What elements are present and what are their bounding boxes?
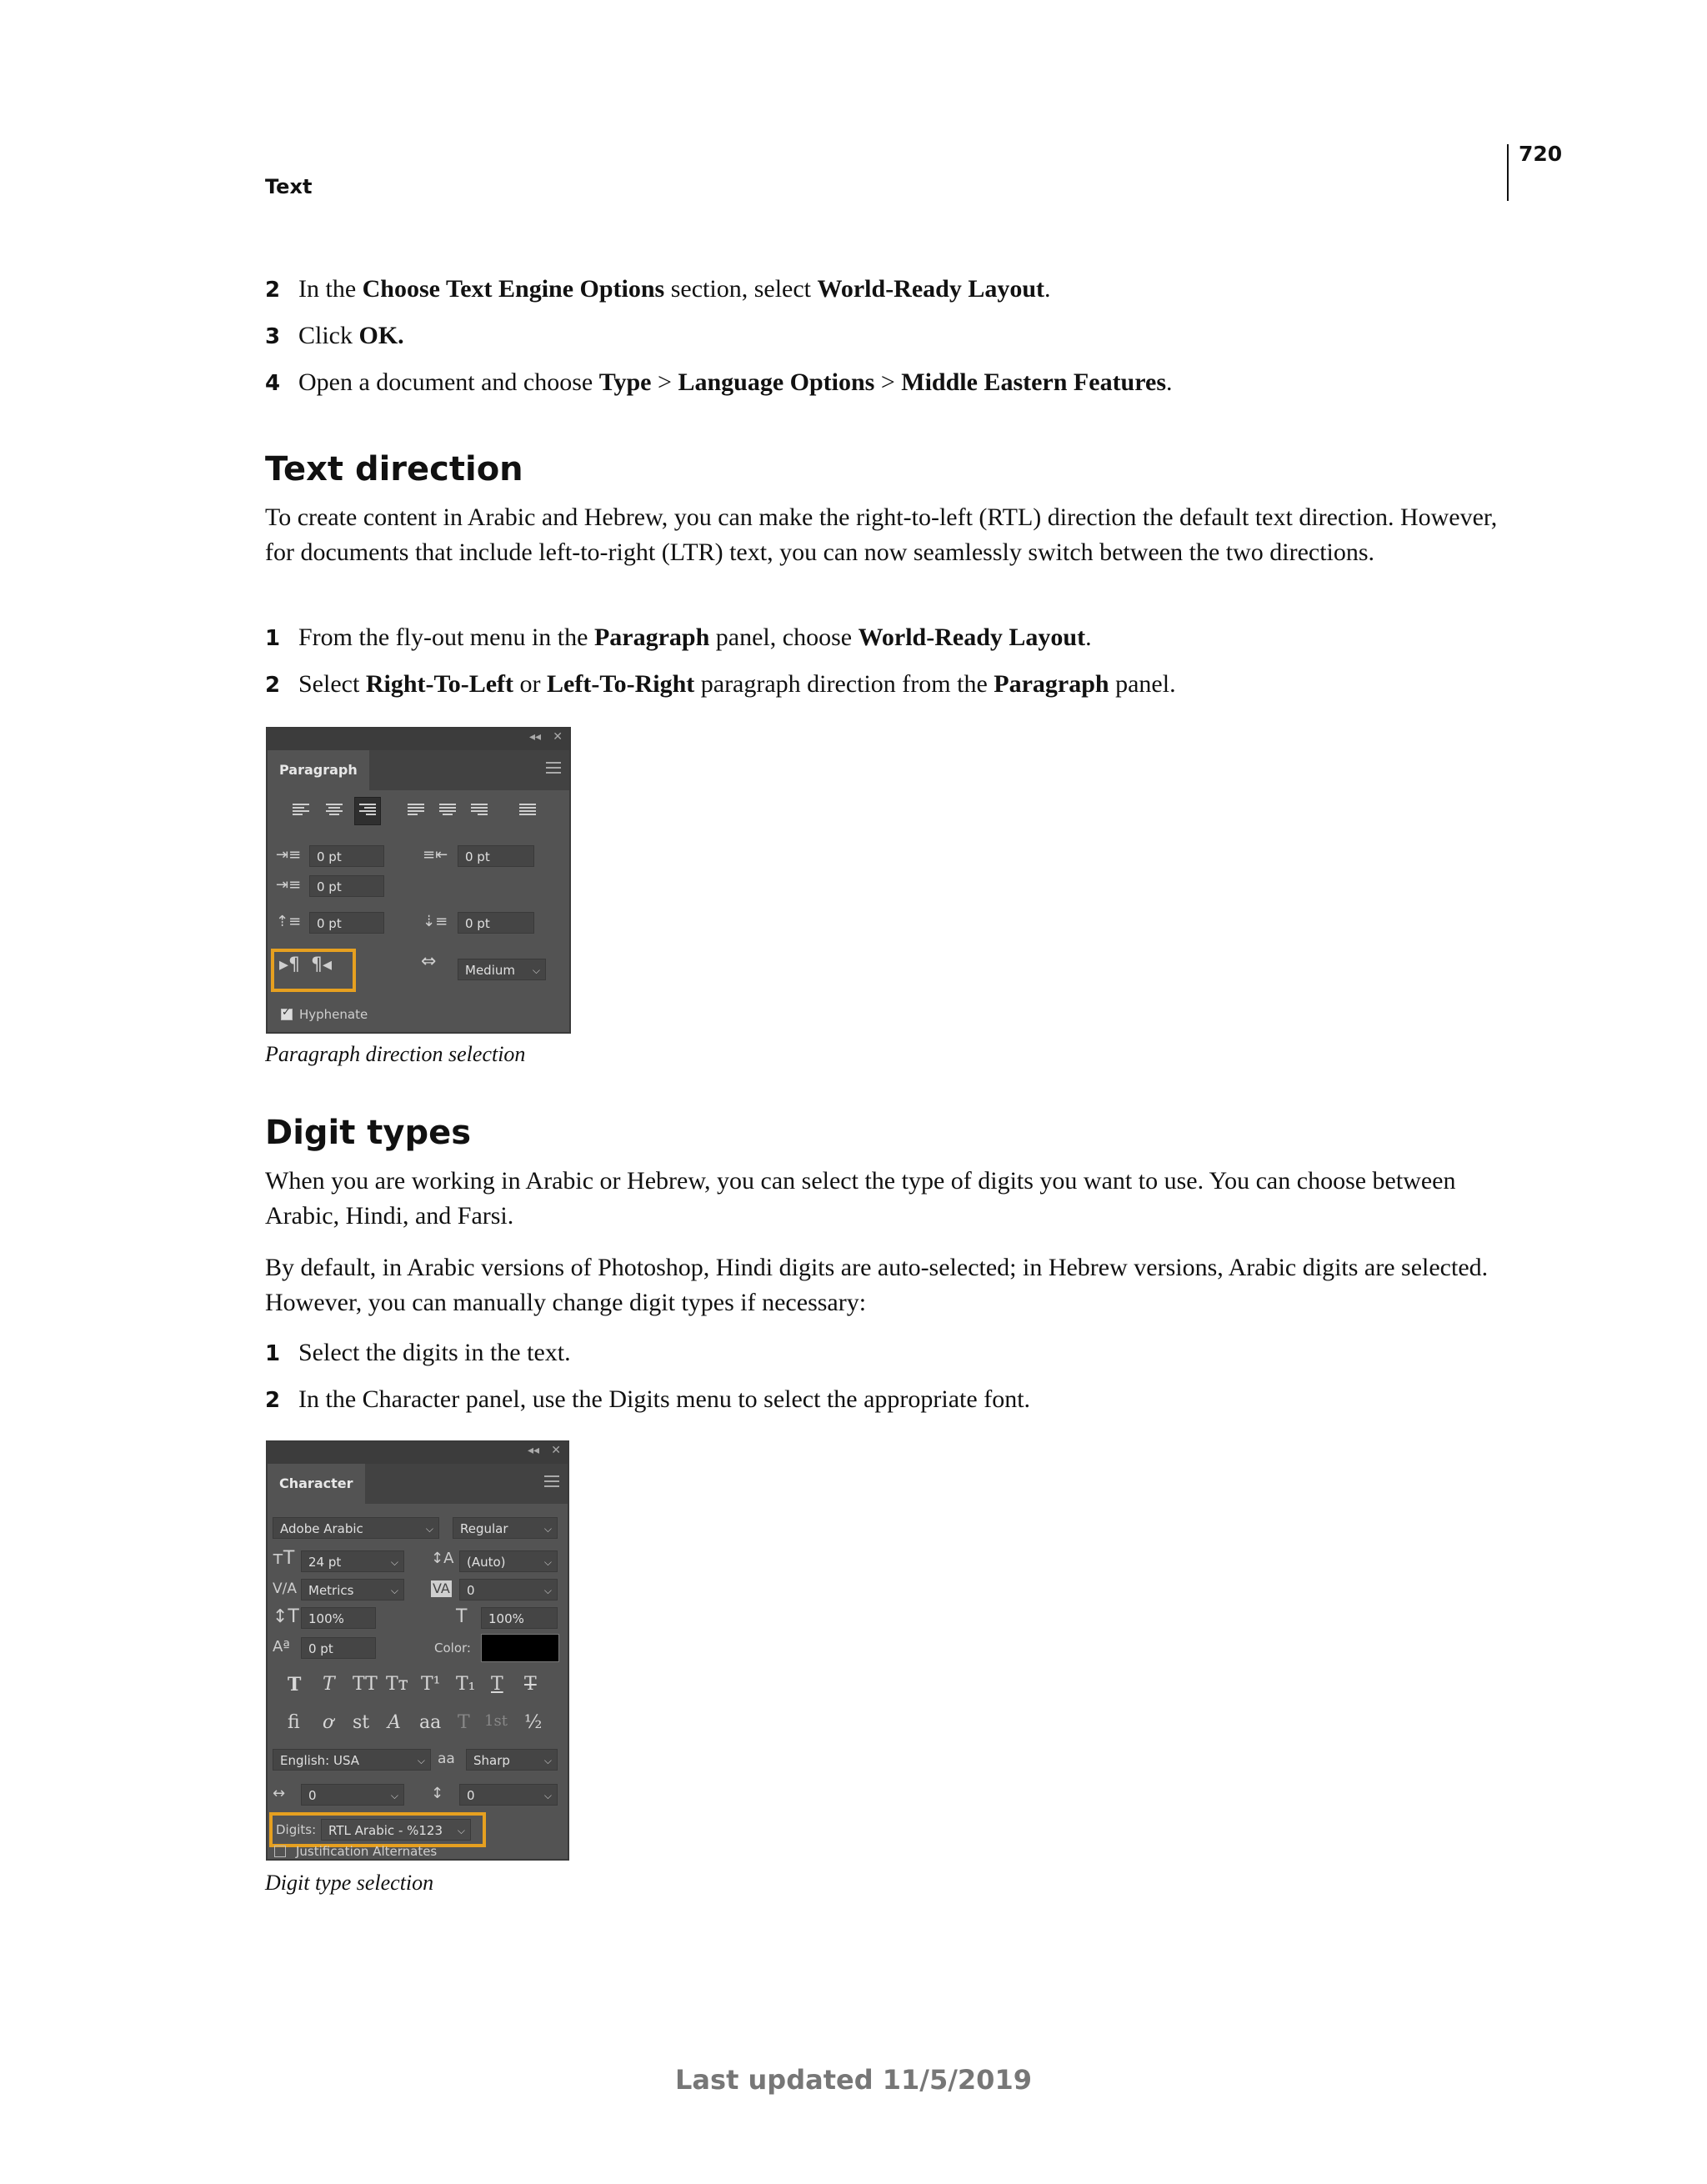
antialias-icon: aa <box>438 1751 455 1767</box>
digits-label: Digits: <box>276 1822 317 1837</box>
kashida-icon: ⇔ <box>421 951 437 972</box>
language-dropdown[interactable]: English: USA ⌵ <box>273 1749 431 1771</box>
page-number: 720 <box>1519 142 1563 166</box>
align-center-icon[interactable] <box>326 804 343 819</box>
faux-italic-icon[interactable]: T <box>323 1674 335 1695</box>
first-line-indent-field[interactable]: 0 pt <box>309 875 384 897</box>
underline-icon[interactable]: T <box>491 1674 503 1695</box>
kashida-dropdown[interactable]: Medium ⌵ <box>458 959 546 980</box>
space-after-field[interactable]: 0 pt <box>458 912 534 934</box>
subscript-icon[interactable]: T₁ <box>456 1674 476 1695</box>
indent-left-field[interactable]: 0 pt <box>309 845 384 867</box>
indent-right-icon: ≡⇤ <box>423 846 448 864</box>
align-left-icon[interactable] <box>293 804 309 819</box>
close-icon[interactable]: ✕ <box>551 1444 561 1457</box>
running-head: Text <box>265 175 313 198</box>
swash-icon[interactable]: A <box>388 1712 401 1733</box>
faux-bold-icon[interactable]: T <box>288 1674 302 1696</box>
vertical-scale-field[interactable]: 100% <box>301 1607 376 1629</box>
tab-character[interactable]: Character <box>268 1464 365 1504</box>
heading-digit-types: Digit types <box>265 1114 472 1152</box>
discretionary-ligatures-icon[interactable]: st <box>353 1712 370 1733</box>
diacritic-x-icon: ↔ <box>273 1785 286 1802</box>
caption-digits: Digit type selection <box>265 1871 434 1895</box>
old-style-icon[interactable]: ơ <box>323 1712 334 1733</box>
strikethrough-icon[interactable]: T <box>524 1674 537 1695</box>
font-size-dropdown[interactable]: 24 pt ⌵ <box>301 1550 404 1572</box>
baseline-shift-icon: Aª <box>273 1638 290 1656</box>
leading-icon: ↕A <box>431 1550 454 1567</box>
justify-last-center-icon[interactable] <box>439 804 456 819</box>
diacritic-y-dropdown[interactable]: 0 ⌵ <box>459 1784 558 1806</box>
diacritic-x-dropdown[interactable]: 0 ⌵ <box>301 1784 404 1806</box>
ordinals-icon[interactable]: 1st <box>484 1712 508 1730</box>
space-before-field[interactable]: 0 pt <box>309 912 384 934</box>
chevron-down-icon: ⌵ <box>532 964 540 976</box>
baseline-shift-field[interactable]: 0 pt <box>301 1637 376 1659</box>
text-direction-body: To create content in Arabic and Hebrew, you can make the right-to-left (RTL) direction the default text direction. However, for documents that include left-to-right (LTR) text, you can now seamlessly switch between the two directions. <box>265 503 1498 566</box>
horizontal-scale-field[interactable]: 100% <box>481 1607 558 1629</box>
paragraph-panel <box>266 727 571 1034</box>
panel-menu-icon[interactable] <box>546 762 561 777</box>
tracking-dropdown[interactable]: 0 ⌵ <box>459 1579 558 1600</box>
justify-last-right-icon[interactable] <box>471 804 488 819</box>
justify-all-icon[interactable] <box>519 804 536 819</box>
collapse-icon[interactable]: ◂◂ <box>527 1444 539 1457</box>
digits-highlight <box>269 1812 486 1847</box>
indent-right-field[interactable]: 0 pt <box>458 845 534 867</box>
kerning-icon: V/A <box>273 1580 297 1597</box>
digit-types-body-1: When you are working in Arabic or Hebrew, you can select the type of digits you want to use. You can choose between Arabic, Hindi, and Farsi. <box>265 1167 1456 1230</box>
panel-menu-icon[interactable] <box>544 1475 559 1490</box>
fractions-icon[interactable]: ½ <box>524 1712 543 1733</box>
tab-paragraph[interactable]: Paragraph <box>268 750 369 790</box>
justify-last-left-icon[interactable] <box>408 804 424 819</box>
superscript-icon[interactable]: T¹ <box>421 1674 441 1695</box>
space-before-icon: ⇡≡ <box>276 913 302 930</box>
header-rule <box>1507 144 1509 201</box>
diacritic-y-icon: ↕ <box>431 1785 444 1802</box>
ligatures-icon[interactable]: fi <box>288 1712 300 1733</box>
direction-highlight <box>271 949 356 992</box>
space-after-icon: ⇣≡ <box>423 913 448 930</box>
rtl-direction-icon[interactable]: ¶◂ <box>311 954 333 975</box>
color-swatch[interactable] <box>481 1634 559 1662</box>
small-caps-icon[interactable]: Tт <box>386 1674 408 1695</box>
align-right-icon[interactable] <box>359 804 376 819</box>
all-caps-icon[interactable]: TT <box>353 1674 378 1695</box>
color-label: Color: <box>434 1641 471 1656</box>
heading-text-direction: Text direction <box>265 450 523 488</box>
panel-topbar <box>268 729 569 750</box>
justification-alternates-checkbox[interactable] <box>274 1846 286 1857</box>
indent-left-icon: ⇥≡ <box>276 846 302 864</box>
first-line-indent-icon: ⇥≡ <box>276 876 302 894</box>
hyphenate-checkbox[interactable] <box>281 1009 293 1020</box>
antialias-dropdown[interactable]: Sharp ⌵ <box>466 1749 558 1771</box>
stylistic-alternates-icon[interactable]: aa <box>419 1712 442 1733</box>
font-family-dropdown[interactable]: Adobe Arabic ⌵ <box>273 1517 439 1539</box>
footer-last-updated: Last updated 11/5/2019 <box>675 2064 1032 2096</box>
hyphenate-label: Hyphenate <box>299 1007 368 1022</box>
tracking-icon: VA <box>433 1580 450 1596</box>
justification-alternates-label: Justification Alternates <box>296 1844 438 1859</box>
close-icon[interactable]: ✕ <box>553 730 563 744</box>
titling-alternates-icon[interactable]: T <box>458 1712 470 1733</box>
font-size-icon: ᴛT <box>273 1548 295 1569</box>
kerning-dropdown[interactable]: Metrics ⌵ <box>301 1579 404 1600</box>
collapse-icon[interactable]: ◂◂ <box>528 730 541 744</box>
leading-dropdown[interactable]: (Auto) ⌵ <box>459 1550 558 1572</box>
caption-paragraph: Paragraph direction selection <box>265 1042 526 1066</box>
character-panel <box>266 1440 569 1861</box>
digit-types-body-2: By default, in Arabic versions of Photoshop, Hindi digits are auto-selected; in Hebrew versions, Arabic digits are selected. However, you can manually change digit types if necessary: <box>265 1254 1489 1316</box>
font-style-dropdown[interactable]: Regular ⌵ <box>453 1517 558 1539</box>
horizontal-scale-icon: T <box>456 1606 468 1627</box>
digits-dropdown[interactable]: RTL Arabic - %123 ⌵ <box>321 1819 471 1841</box>
vertical-scale-icon: ↕T <box>273 1606 299 1627</box>
ltr-direction-icon[interactable]: ▸¶ <box>279 954 301 975</box>
